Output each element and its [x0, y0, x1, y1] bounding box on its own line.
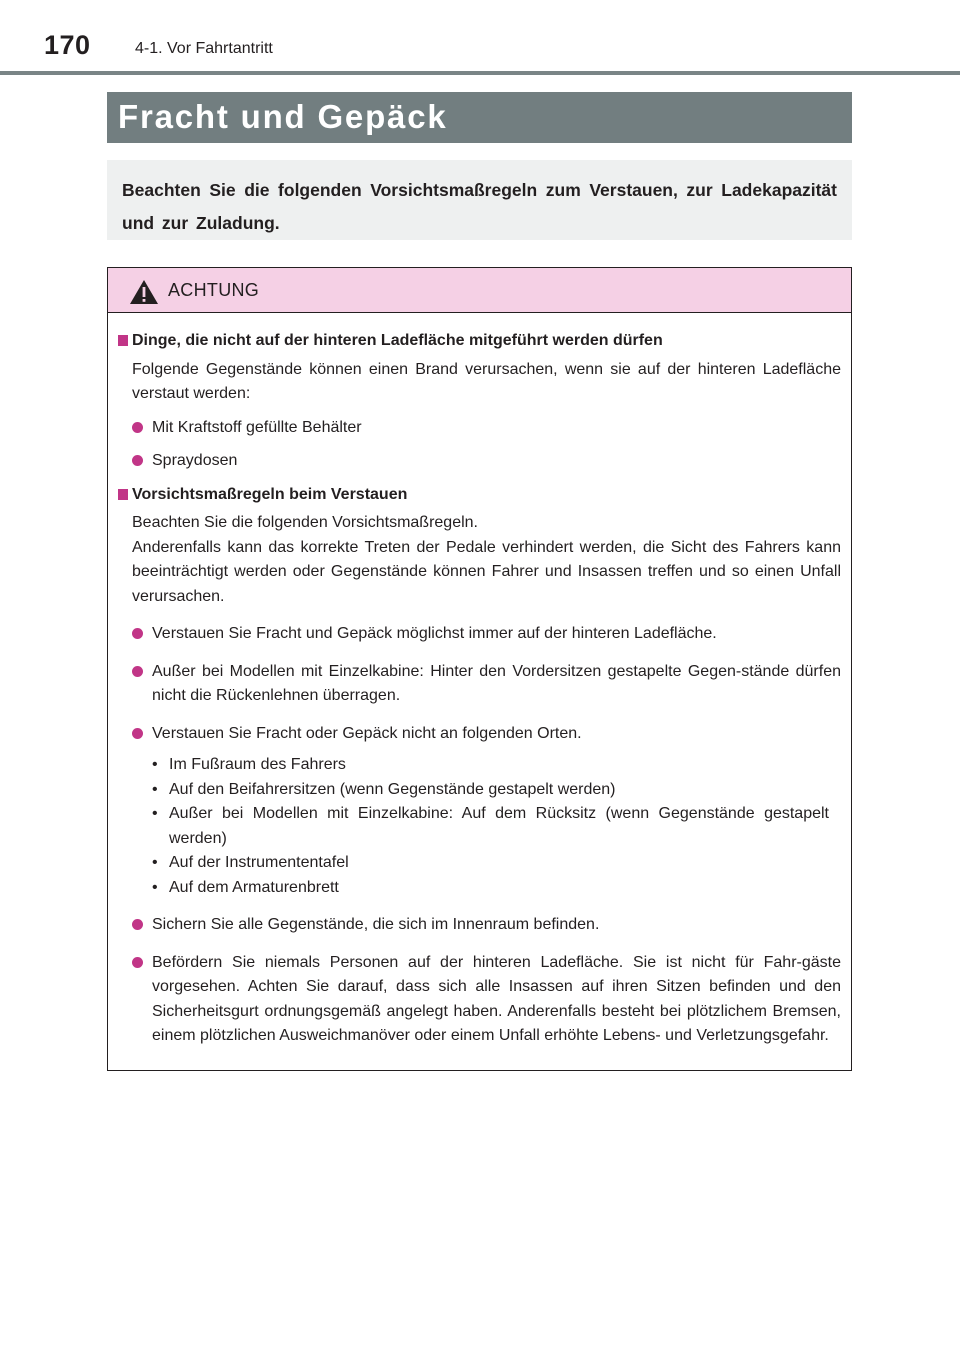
circle-bullet-icon [132, 957, 143, 968]
page-number: 170 [44, 30, 91, 60]
circle-bullet-icon [132, 628, 143, 639]
bullet-marker: • [152, 805, 158, 822]
circle-bullet-icon [132, 422, 143, 433]
section-heading-prohibited-items: Dinge, die nicht auf der hinteren Ladefläche mitgeführt werden dürfen [118, 329, 841, 354]
list-item: Spraydosen [118, 449, 841, 474]
paragraph: Folgende Gegenstände können einen Brand verursachen, wenn sie auf der hinteren Ladefläche verstaut werden: [132, 360, 841, 402]
section-heading-loading-precautions: Vorsichtsmaßregeln beim Verstauen [118, 483, 841, 508]
square-bullet-icon [118, 335, 128, 346]
section-title-bar [107, 92, 852, 143]
chapter-title: 4-1. Vor Fahrtantritt [135, 40, 273, 57]
intro-box [107, 160, 852, 240]
warning-label: ACHTUNG [168, 280, 260, 300]
circle-bullet-icon [132, 919, 143, 930]
square-bullet-icon [118, 489, 128, 500]
warning-header [108, 268, 851, 313]
paragraph: Beachten Sie die folgenden Vorsichtsmaßregeln. Anderenfalls kann das korrekte Treten der Pedale verhindert werden, die Sicht des Fahrers kann beeinträchtigt werden oder Gegenstände können Fahrer und Insassen treffen und so einen Unfall verursachen. [132, 514, 841, 605]
bullet-marker: • [152, 756, 158, 773]
bullet-marker: • [152, 854, 158, 871]
circle-bullet-icon [132, 728, 143, 739]
intro-text: Beachten Sie die folgenden Vorsichtsmaßregeln zum Verstauen, zur Ladekapazität und zur Zuladung. [122, 180, 837, 233]
circle-bullet-icon [132, 666, 143, 677]
sub-list-item: • Auf der Instrumententafel [152, 851, 841, 876]
list-item: Verstauen Sie Fracht oder Gepäck nicht an folgenden Orten. [118, 722, 841, 747]
section-title: Fracht und Gepäck [118, 98, 448, 135]
sub-list [118, 753, 841, 900]
list-item: Außer bei Modellen mit Einzelkabine: Hinter den Vordersitzen gestapelte Gegen-stände dürfen nicht die Rückenlehnen überragen. [118, 660, 841, 709]
warning-triangle-icon [129, 279, 159, 305]
warning-box [107, 267, 852, 1071]
sub-list-item: • Im Fußraum des Fahrers [152, 753, 841, 778]
bullet-marker: • [152, 780, 158, 798]
sub-list-item: • Auf den Beifahrersitzen (wenn Gegenstände gestapelt werden) [152, 778, 841, 803]
list-item: Befördern Sie niemals Personen auf der hinteren Ladefläche. Sie ist nicht für Fahr-gäste vorgesehen. Achten Sie darauf, dass sich alle Insassen auf ihren Sitzen befinden und den Sicherheitsgurt ordnungsgemäß angelegt haben. Anderenfalls besteht bei plötzlichem Bremsen, einem plötzlichen Ausweichmanöver oder einem Unfall erhöhte Lebens- und Verletzungsgefahr. [118, 951, 841, 1049]
list-item: Sichern Sie alle Gegenstände, die sich im Innenraum befinden. [118, 913, 841, 938]
header-rule [0, 71, 960, 75]
warning-body [108, 313, 851, 1049]
sub-list-item: • Auf dem Armaturenbrett [152, 876, 841, 901]
circle-bullet-icon [132, 455, 143, 466]
bullet-marker: • [152, 878, 158, 896]
sub-list-item: • Außer bei Modellen mit Einzelkabine: Auf dem Rücksitz (wenn Gegenstände gestapelt werden) [152, 802, 841, 851]
list-item: Verstauen Sie Fracht und Gepäck möglichst immer auf der hinteren Ladefläche. [118, 622, 841, 647]
list-item: Mit Kraftstoff gefüllte Behälter [118, 416, 841, 441]
